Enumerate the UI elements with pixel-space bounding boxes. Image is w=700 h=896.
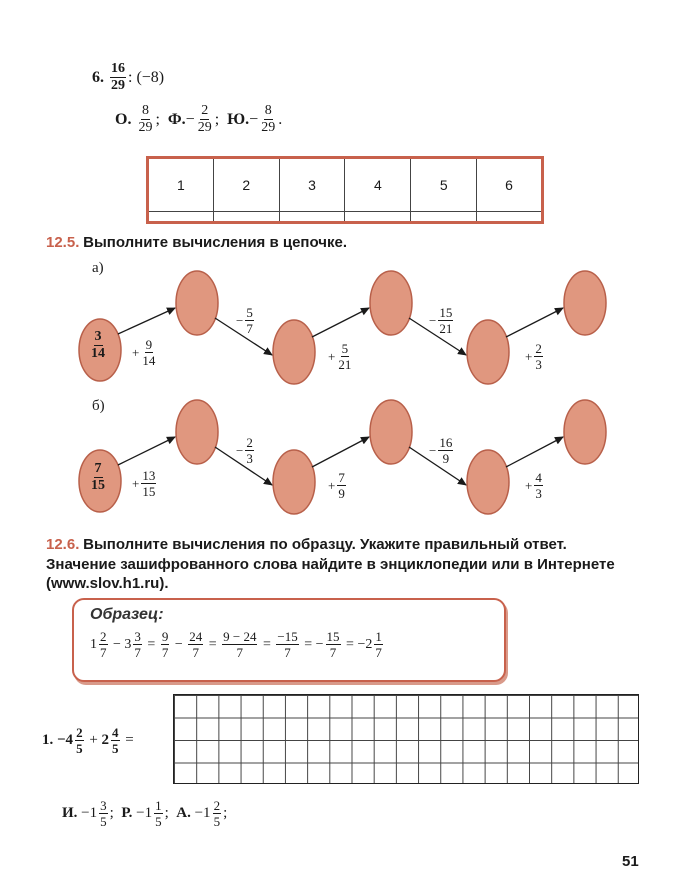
chain-b-node[interactable] [564, 400, 606, 464]
chain-a-label: а) [92, 260, 104, 276]
task6-expr-rest: : (−8) [128, 68, 165, 86]
option-yu-fraction: $\frac{8}{29}$ [261, 103, 276, 135]
chain-b-node[interactable] [370, 400, 412, 464]
chain-a-node[interactable] [467, 320, 509, 384]
chain-a-arrow [312, 308, 369, 337]
task12-5-text: Выполните вычисления в цепочке. [83, 234, 347, 251]
chain-a-arrow [506, 308, 563, 337]
chain-b-node[interactable] [467, 450, 509, 514]
chain-a-step: − $\frac{15}{21}$ [429, 305, 453, 336]
chain-b-step: + $\frac{4}{3}$ [525, 470, 542, 501]
option-o-fraction: $\frac{8}{29}$ [138, 103, 153, 135]
chain-a-arrow [118, 308, 175, 334]
chain-a-step: + $\frac{5}{21}$ [328, 341, 352, 372]
chain-b-arrow [312, 437, 369, 467]
task6-fraction: $\frac{16}{29}$ [111, 61, 125, 93]
chain-a-step: + $\frac{9}{14}$ [132, 337, 156, 368]
chain-a-node[interactable] [564, 271, 606, 335]
chain-b-arrow [118, 437, 175, 465]
answer-col-header: 1 [148, 158, 214, 212]
chain-b-step: + $\frac{13}{15}$ [132, 468, 156, 499]
option-sign: − [185, 110, 195, 128]
page-number: 51 [622, 853, 639, 870]
chain-a-start-value: $\frac{3}{14}$ [91, 329, 105, 361]
task6-number: 6. [92, 68, 104, 86]
chain-b-arrow [506, 437, 563, 467]
task12-6-line2: Значение зашифрованного слова найдите в энциклопедии или в Интернете [46, 556, 615, 573]
answer-col-header: 6 [477, 158, 543, 212]
answer-letter-i: И. [62, 805, 78, 821]
chain-b-node[interactable] [176, 400, 218, 464]
answer-options: И. −1 $\frac{3}{5}$ ; Р. −1 $\frac{1}{5}$ ; А. −1 $\frac{2}{5}$ ; [62, 798, 228, 829]
answer-col-header: 3 [279, 158, 345, 212]
option-sep: ; [214, 110, 220, 128]
task12-6-heading [46, 535, 615, 593]
chain-a-node[interactable] [370, 271, 412, 335]
chain-b-step: − $\frac{16}{9}$ [429, 435, 453, 466]
answer-letter-r: Р. [121, 805, 133, 821]
chain-a-step: − $\frac{5}{7}$ [236, 305, 253, 336]
answer-col-header: 4 [345, 158, 411, 212]
example-formula: 1 $\frac{2}{7}$ − 3 $\frac{3}{7}$ = $\frac{9}{7}$ − $\frac{24}{7}$ = $\frac{9 - 24}{7}$ = $\frac{-15}{7}$ = − $\frac{15}{7}$ = −2 $\frac{1}{7}$ [90, 629, 382, 660]
chain-a-node[interactable] [273, 320, 315, 384]
chain-a-step: + $\frac{2}{3}$ [525, 341, 542, 372]
answer-col-header: 2 [213, 158, 279, 212]
chain-b-step: − $\frac{2}{3}$ [236, 435, 253, 466]
option-f-fraction: $\frac{2}{29}$ [197, 103, 212, 135]
option-letter-f: Ф. [167, 110, 186, 128]
option-letter-o: О. [115, 110, 132, 128]
option-letter-yu: Ю. [227, 110, 250, 128]
task12-6-line1: Выполните вычисления по образцу. Укажите правильный ответ. [83, 536, 567, 553]
exercise-1: 1. −4 $\frac{2}{5}$ + 2 $\frac{4}{5}$ = [42, 725, 134, 756]
chain-a-node[interactable] [176, 271, 218, 335]
option-sign: − [249, 110, 259, 128]
chain-b-node[interactable] [273, 450, 315, 514]
task12-6-line3: (www.slov.h1.ru). [46, 575, 169, 592]
chain-b-start-value: $\frac{7}{15}$ [91, 461, 105, 493]
option-sep: ; [155, 110, 160, 128]
chain-b-step: + $\frac{7}{9}$ [328, 470, 345, 501]
example-box [72, 598, 506, 682]
task12-6-number: 12.6. [46, 536, 80, 553]
answer-col-header: 5 [411, 158, 477, 212]
option-sep: . [278, 110, 283, 128]
example-title: Образец: [90, 606, 164, 623]
answer-grid[interactable] [173, 694, 639, 784]
task12-5-number: 12.5. [46, 234, 80, 251]
chain-b-label: б) [92, 398, 105, 414]
answer-letter-a: А. [176, 805, 191, 821]
